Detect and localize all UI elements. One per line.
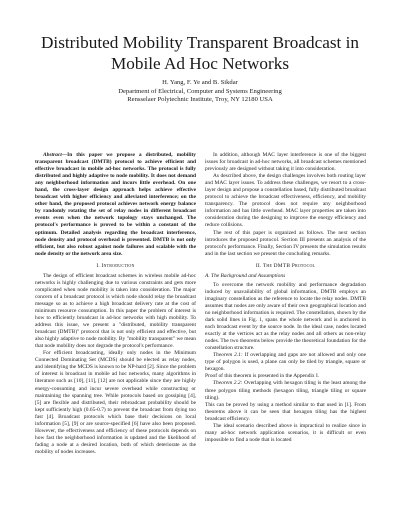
abstract-text: In this paper we propose a distributed, mobility transparent broadcast (DMTB) protocol to achieve efficient and effective broadcast in mobile ad-hoc networks. The protocol is fully distributed and highly adaptive to node mobility. It does not demand any neighborhood information and incurs little overhead. On one hand, the cross-layer design approach helps achieve effective broadcast with higher efficiency and alleviated interference; on the other hand, the proposed protocol achieves network energy balance by randomly rotating the set of relay nodes in different broadcast events even when the network topology stays unchanged. The protocol's performance is proved to be within a constant of the optimum. Detailed analysis regarding the broadcast interference, node density and protocol overhead is presented. DMTB is not only efficient, but also robust against node failures and scalable with the node density or the network area size. xyxy=(35,152,196,257)
intro-paragraph-2: For efficient broadcasting, ideally only nodes in the Minimum Connected Dominating Set (MCDS) should be elected as relay nodes, and identifying the MCDS is known to be NP-hard [2]. Since the problem of interest is broadcast in mobile ad hoc networks, many algorithms in literature such as [10], [11], [12] are not applicable since they are highly energy-consuming and incur severe overhead while constructing or maintaining the spanning tree. While protocols based on gossiping [4], [5] are flexible and distributed, their rebroadcast probability should be kept sufficiently high (0.65-0.7) to prevent the broadcast from dying too fast [4]. Broadcast protocols which base their decisions on local information [5], [9] or are source-specified [6] have also been proposed. However, the effectiveness and efficiency of these protocols depends on how fast the neighborhood information is updated and the likelihood of fading a node at a desired location, both of which deteriorate as the mobility of nodes increases. xyxy=(35,350,196,455)
section-heading-protocol: II. The DMTB Protocol xyxy=(255,262,316,269)
author-names: H. Yang, F. Ye and B. Sikdar xyxy=(162,79,238,86)
abstract xyxy=(35,152,196,258)
abstract-lead: Abstract— xyxy=(43,152,68,158)
intro-paragraph-4: As described above, the design challenges involves both routing layer and MAC layer issues. To address these challenges, we resort to a cross-layer design and propose a constellation based, fully distributed broadcast protocol to achieve the broadcast effectiveness, efficiency, and mobility transparency. The protocol does not require any neighborhood information and has little overhead. MAC layer properties are taken into consideration during the designing to improve the energy efficiency and reduce collisions. xyxy=(205,173,366,229)
theorem-2-1-proof: Proof of this theorem is presented in the Appendix I. xyxy=(205,373,320,380)
title-line-1: Distributed Mobility Transparent Broadcast in xyxy=(41,33,359,52)
title-line-2: Mobile Ad Hoc Networks xyxy=(110,54,290,73)
protocol-paragraph-2: The ideal scenario described above is impractical to realize since in many ad-hoc network application scenarios, it is difficult or even impossible to find a node that is located xyxy=(205,422,366,443)
intro-paragraph-3: In addition, although MAC layer interference is one of the biggest issues for broadcast in ad-hoc networks, all broadcast schemes mentioned previously are designed without taking it into consideration. xyxy=(205,152,366,173)
theorem-2-1-text: If overlapping and gaps are not allowed and only one type of polygon is used, a plane can only be tiled by triangle, square or hexagon. xyxy=(205,352,367,373)
intro-paragraph-1: The design of efficient broadcast schemes in wireless mobile ad-hoc networks is highly challenging due to various constraints and gets more complicated when node mobility is taken into consideration. The major concern of a broadcast protocol is which node should relay the broadcast message so as to achieve a high broadcast delivery rate at the cost of minimum resource consumption. In this paper the problem of interest is how to efficiently broadcast in ad-hoc networks with high mobility. To address this issue, we present a "distributed, mobility transparent broadcast (DMTB)" protocol that is not only efficient and effective, but also highly adaptive to node mobility. By "mobility transparent" we mean that node mobility does not degrade the protocol's performance. xyxy=(35,272,196,350)
theorem-2-1-label: Theorem 2.1: xyxy=(213,352,243,359)
left-column xyxy=(35,152,196,456)
intro-paragraph-5: The rest of this paper is organized as follows. The next section introduces the proposed protocol. Section III presents an analysis of the protocol's performance. Finally, Section IV presents the simulation results and in the last section we present the concluding remarks. xyxy=(205,229,366,257)
author-institution: Rensselaer Polytechnic Institute, Troy, NY 12180 USA xyxy=(127,96,273,103)
theorem-2-2 xyxy=(205,380,366,401)
paper-title xyxy=(30,32,370,74)
protocol-paragraph-1: To overcome the network mobility and performance degradation induced by unavailability of global information, DMTB employs an imaginary constellation as the reference to locate the relay nodes. DMTB assumes that nodes are only aware of their own geographical location and no neighborhood information is required. The constellation, shown by the dark solid lines in Fig. 1, spans the whole network and is anchored in each broadcast event by the source node. In the ideal case, nodes located exactly at the vertices act as the relay nodes and all others as non-relay nodes. The two theorems below provide the theoretical foundation for the constellation structure. xyxy=(205,281,366,352)
right-column xyxy=(205,152,366,444)
subsection-heading-background: A. The Background and Assumptions xyxy=(205,272,286,279)
theorem-2-2-text: Overlapping with hexagon tiling is the least among the three polygon tiling methods (hexagon tiling, triangle tiling or square tiling). xyxy=(205,380,366,401)
theorem-2-1 xyxy=(205,352,366,373)
section-heading-introduction: I. Introduction xyxy=(96,262,135,269)
author-block xyxy=(30,79,370,105)
theorem-2-2-label: Theorem 2.2: xyxy=(213,380,243,387)
author-department: Department of Electrical, Computer and Systems Engineering xyxy=(118,87,282,95)
theorem-2-2-proof: This can be proved by using a method similar to that used in [1]. From theorems above it can be seen that hexagon tiling has the highest broadcast efficiency. xyxy=(205,401,366,422)
